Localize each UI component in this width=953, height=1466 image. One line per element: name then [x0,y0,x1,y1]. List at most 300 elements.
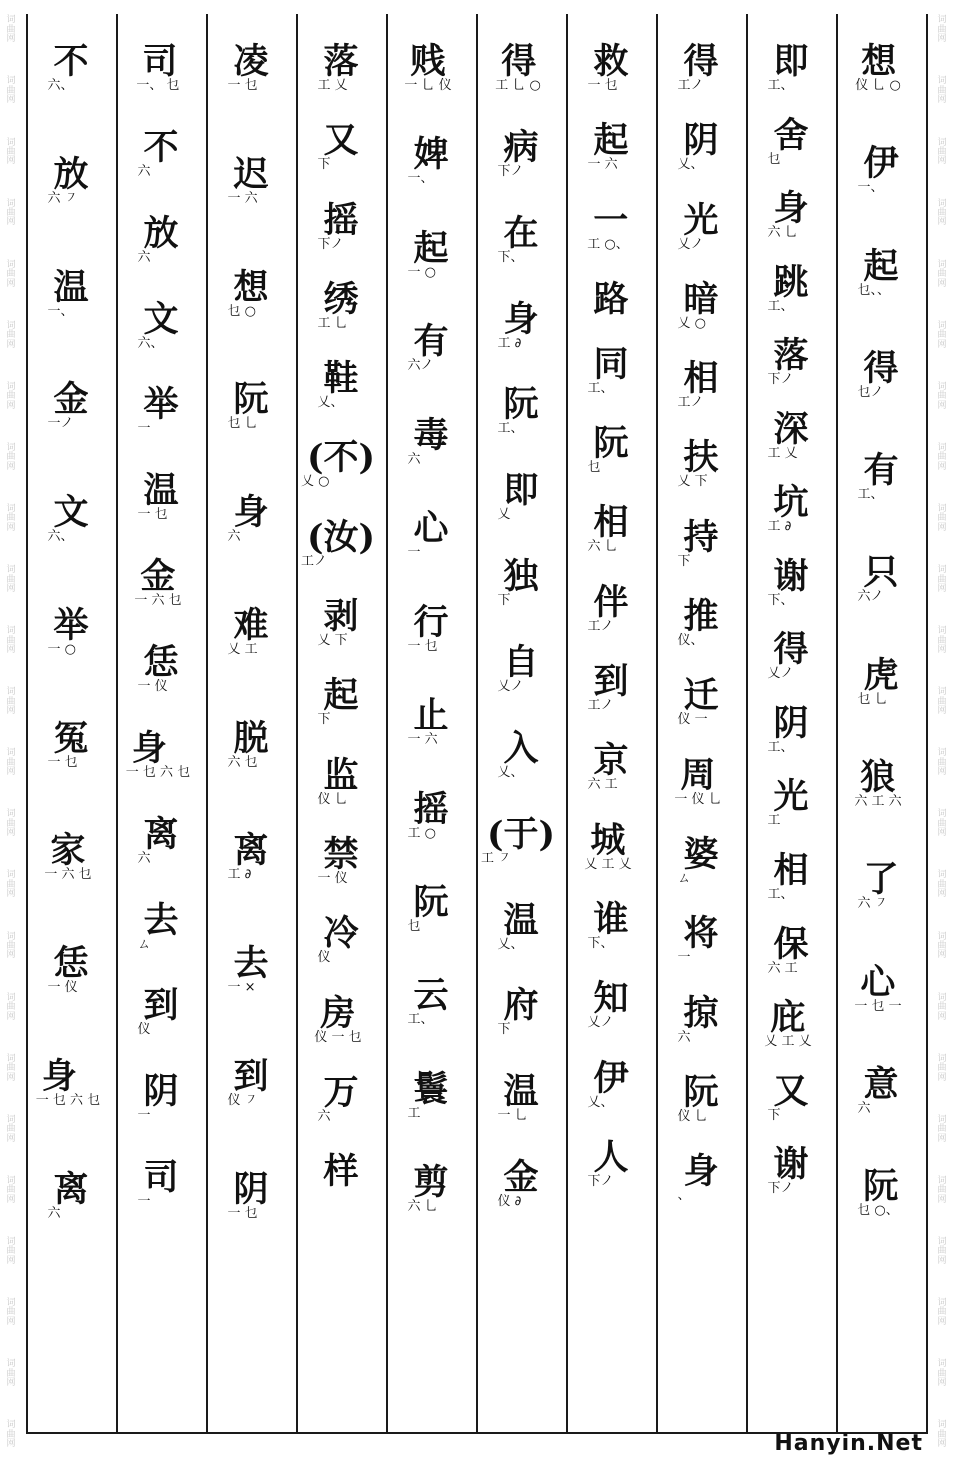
lyric-char: 起 [413,227,449,269]
lyric-char: 起 [863,245,899,287]
edge-watermark-text: 词 曲 网 [937,565,947,594]
lyric-char: 阮 [863,1166,899,1208]
gongche-notation: 一 [677,950,691,966]
edge-watermark-text: 词 曲 网 [6,442,16,472]
edge-watermark-text: 词 曲 网 [937,76,947,106]
lyric-unit [584,819,632,872]
lyric-unit [677,199,719,252]
lyric-unit [587,423,629,476]
lyric-char: 不 [143,126,179,168]
lyric-char: 金 [53,379,89,421]
gongche-notation: 六 乚 [767,225,798,241]
lyric-char: 暗 [683,278,719,320]
gongche-notation: 六 ㇇ [47,190,78,206]
gongche-notation: 工 ㇇ [480,850,512,866]
lyric-unit [495,41,541,93]
lyric-unit [404,41,452,93]
lyric-unit [857,450,899,503]
edge-watermark-text: 词 曲 网 [937,1175,947,1205]
edge-watermark-text: 词 曲 网 [937,931,947,961]
edge-watermark-text: 词 曲 网 [937,1298,947,1327]
gongche-notation: 六 [137,850,151,866]
lyric-char: 迟 [233,153,269,195]
gongche-notation: 工 乚 ○ [495,78,541,93]
lyric-char: 保 [773,923,809,965]
gongche-notation: 一 × [227,980,256,995]
lyric-char: 有 [413,321,449,363]
gongche-notation: 乂ノ [587,1015,614,1031]
lyric-unit [767,702,809,755]
lyric-char: 迁 [683,675,719,717]
lyric-unit [317,754,359,807]
lyric-column [756,41,826,1444]
gongche-notation: 工 ∂ [767,519,792,535]
lyric-unit [227,830,269,883]
gongche-notation: 六ノ [857,589,884,605]
lyric-unit [587,41,629,93]
lyric-column [35,41,106,1444]
lyric-char: 阮 [593,423,629,465]
lyric-char: 独 [503,556,539,598]
gongche-notation: 仪 乚 [677,1108,708,1124]
edge-watermark-text: 词 曲 网 [937,992,947,1022]
gongche-notation: 一 乜 [227,1205,258,1221]
column-rule [206,14,208,1434]
gongche-notation: 一 乚 仪 [404,78,452,93]
score-page [26,14,926,1450]
lyric-char: 冷 [323,913,359,955]
gongche-notation: 乜 [587,460,601,476]
lyric-char: 又 [773,1070,809,1112]
edge-watermark-text: 词 曲 网 [937,198,947,228]
gongche-notation: 工 乚 [317,315,348,331]
gongche-notation: 一 [407,545,421,561]
gongche-notation: 一 ○ [407,264,436,280]
lyric-unit [497,1157,539,1210]
column-rule [116,14,118,1434]
lyric-char: 阴 [683,120,719,162]
lyric-unit [857,347,899,400]
lyric-char: 城 [590,819,626,861]
lyric-unit [44,830,92,883]
edge-watermark-text: 词 曲 网 [937,626,947,656]
lyric-unit [136,41,180,93]
lyric-char: 想 [861,41,897,82]
gongche-notation: 一ノ [47,416,74,432]
gongche-notation: 六、 [47,78,74,93]
gongche-notation: 工、 [407,1012,434,1028]
edge-watermark-text: 词 曲 网 [6,565,16,594]
lyric-unit [587,120,629,173]
lyric-char: 云 [413,975,449,1017]
lyric-unit [125,727,191,780]
lyric-char: 相 [593,502,629,544]
lyric-unit [227,492,269,544]
lyric-unit [323,1151,359,1193]
lyric-char: 家 [50,830,86,872]
lyric-char: 只 [863,552,899,594]
lyric-char: 心 [413,508,449,550]
edge-watermark-text: 词 曲 网 [6,137,16,167]
lyric-char: 鞋 [323,358,359,400]
gongche-notation: 下 [317,157,331,173]
lyric-unit [317,913,359,966]
lyric-char: 身 [683,1151,719,1193]
edge-watermark-text: 词 曲 网 [937,15,947,45]
gongche-notation: 六 [677,1029,691,1045]
lyric-char: 狼 [860,757,896,799]
gongche-notation: 乜ノ [857,384,884,400]
edge-watermark-text: 词 曲 网 [6,1420,16,1450]
lyric-unit [767,1070,809,1123]
gongche-notation: 工ノ [587,618,614,634]
gongche-notation: 下ノ [317,236,344,252]
lyric-char: 凌 [233,41,269,82]
gongche-notation: 仪 乚 ○ [855,78,901,93]
edge-watermark-text: 词 曲 网 [6,198,16,228]
gongche-notation: 一 仪 [317,870,348,886]
lyric-char: 谢 [773,555,809,597]
lyric-unit [677,278,719,331]
lyric-unit [137,1157,179,1210]
edge-watermark-text: 词 曲 网 [937,442,947,472]
lyric-char: 温 [53,266,89,308]
lyric-char: 样 [323,1151,359,1193]
lyric-unit [767,114,809,167]
lyric-char: 持 [683,516,719,558]
edge-watermark-text: 词 曲 网 [6,626,16,656]
lyric-unit [857,1063,899,1116]
lyric-unit [497,298,539,351]
column-rule [656,14,658,1434]
edge-watermark-text: 词 曲 网 [937,504,947,533]
lyric-char: 鬟 [413,1068,449,1110]
gongche-notation: 仪 乚 [317,791,348,807]
gongche-notation: 、 [677,1188,691,1204]
lyric-char: 脱 [233,717,269,759]
lyric-unit [587,199,629,252]
gongche-notation: 一 仪 乚 [674,791,722,807]
edge-watermark-text: 词 曲 网 [937,870,947,900]
edge-watermark-text: 词 曲 网 [6,1114,16,1144]
lyric-column [846,41,916,1444]
site-watermark: Hanyin.Net [774,1431,923,1456]
gongche-notation: 仪 [137,1022,151,1038]
lyric-char: 阴 [233,1168,269,1210]
gongche-notation: 仪 一 乜 [314,1029,362,1045]
lyric-unit [677,437,719,490]
lyric-char: 人 [593,1136,629,1178]
gongche-notation: 一 仪 [137,679,168,695]
gongche-notation: 一 六 乜 [44,867,92,883]
gongche-notation: 乂、 [497,936,524,952]
lyric-unit [677,913,719,966]
gongche-notation: 乂 下 [677,474,708,490]
gongche-notation: 仪 ㇇ [227,1092,258,1108]
lyric-char: 绣 [323,278,359,320]
lyric-unit [767,850,809,903]
edge-watermark-text: 词 曲 网 [937,381,947,411]
lyric-char: 去 [143,899,179,941]
lyric-char: (于) [486,813,556,855]
lyric-char: 舍 [773,114,809,156]
gongche-notation: 下、 [497,249,524,265]
lyric-unit [767,41,809,93]
lyric-char: 温 [143,470,179,512]
gongche-notation: 六 [227,529,241,544]
gongche-notation: 一 [137,1194,151,1210]
lyric-char: 阴 [773,702,809,744]
gongche-notation: 一 [137,421,151,437]
gongche-notation: 乂、 [587,1094,614,1110]
gongche-notation: 乂、 [677,157,704,173]
lyric-char: 又 [323,120,359,162]
gongche-notation: 一 乜 [47,754,78,770]
lyric-char: 相 [773,850,809,892]
gongche-notation: 一 乜 [407,638,438,654]
lyric-char: 冤 [53,717,89,759]
gongche-notation: 乂、 [317,395,344,411]
lyric-char: 金 [140,556,176,598]
lyric-unit [317,278,359,331]
lyric-unit [587,661,629,714]
gongche-notation: ㄙ [137,936,151,952]
lyric-char: 病 [503,126,539,168]
gongche-notation: 下 [317,712,331,728]
lyric-char: 身 [41,1055,77,1097]
lyric-column [396,41,466,1444]
gongche-notation: 仪 ∂ [497,1194,522,1210]
lyric-unit [497,212,539,265]
lyric-char: 深 [773,408,809,450]
lyric-unit [317,833,359,886]
lyric-char: 婢 [413,134,449,176]
gongche-notation: 六 [857,1100,871,1116]
edge-watermark-text: 词 曲 网 [6,931,16,961]
column-rule [566,14,568,1434]
gongche-notation: 一、 [47,303,74,319]
gongche-notation: 工 [767,813,781,829]
left-edge-watermark [0,0,22,1466]
gongche-notation: 工 乂 [317,78,348,93]
lyric-char: 贱 [410,41,446,82]
gongche-notation: 工 ∂ [227,867,252,883]
lyric-unit [857,1166,899,1219]
lyric-unit [497,985,539,1038]
lyric-unit [767,261,809,314]
lyric-char: 知 [593,978,629,1020]
gongche-notation: 一 乜 [587,78,618,93]
lyric-char: 文 [53,492,89,533]
gongche-notation: 乜 [407,918,421,934]
lyric-unit [47,379,89,432]
lyric-unit [854,757,902,810]
edge-watermark-text: 词 曲 网 [937,259,947,289]
lyric-unit [227,1168,269,1221]
lyric-unit [587,898,629,951]
lyric-unit [587,1136,629,1189]
lyric-unit [767,482,809,535]
lyric-char: 入 [503,727,539,769]
lyric-unit [227,266,269,319]
lyric-unit [587,581,629,634]
lyric-unit [587,1057,629,1110]
edge-watermark-text: 词 曲 网 [6,870,16,900]
lyric-char: 了 [863,859,899,901]
lyric-char: 即 [773,41,809,82]
gongche-notation: 一 ○ [47,641,76,657]
gongche-notation: 六、 [137,335,164,351]
gongche-notation: 乂ノ [497,679,524,695]
column-rule [926,14,928,1434]
lyric-char: 路 [593,278,629,320]
lyric-char: 自 [503,642,539,684]
lyric-unit [47,943,89,995]
lyric-char: 毒 [413,414,449,456]
gongche-notation: 六、 [47,529,74,544]
column-rule [296,14,298,1434]
lyric-char: 意 [863,1063,899,1105]
lyric-unit [480,813,556,866]
lyric-unit [677,596,719,649]
lyric-unit [137,813,179,866]
gongche-notation: 工、 [767,298,794,314]
lyric-unit [497,384,539,437]
lyric-unit [407,788,449,841]
edge-watermark-text: 词 曲 网 [937,137,947,167]
lyric-unit [767,1144,809,1197]
edge-watermark-text: 词 曲 网 [6,1298,16,1327]
lyric-unit [497,727,539,780]
edge-watermark-text: 词 曲 网 [6,15,16,45]
lyric-char: 司 [142,41,178,82]
edge-watermark-text: 词 曲 网 [937,687,947,717]
gongche-notation: 下ノ [767,372,794,388]
edge-watermark-text: 词 曲 网 [6,687,16,717]
lyric-unit [137,642,179,695]
edge-watermark-text: 词 曲 网 [6,381,16,411]
gongche-notation: 六 工 [587,777,618,793]
gongche-notation: 下、 [767,592,794,608]
lyric-unit [767,555,809,608]
lyric-unit [497,642,539,695]
lyric-char: 谁 [593,898,629,940]
gongche-notation: 乂 工 乂 [764,1034,812,1050]
lyric-unit [767,923,809,976]
lyric-unit [317,675,359,728]
lyric-unit [677,992,719,1045]
lyric-char: 推 [683,596,719,638]
right-edge-watermark [931,0,953,1466]
gongche-notation: 六 [317,1108,331,1124]
gongche-notation: 一 乜 [137,507,168,523]
lyric-unit [137,985,179,1038]
gongche-notation: 工、 [857,487,884,503]
lyric-unit [317,41,359,93]
gongche-notation: 下ノ [497,163,524,179]
lyric-unit [587,740,629,793]
lyric-char: 救 [593,41,629,82]
gongche-notation: 下、 [587,935,614,951]
lyric-char: 剪 [413,1162,449,1204]
lyric-unit [317,1071,359,1124]
lyric-unit [137,470,179,523]
lyric-unit [227,717,269,770]
gongche-notation: 一、 [407,171,434,187]
gongche-notation: 六 [47,1205,61,1221]
gongche-notation: 乂、 [497,764,524,780]
lyric-unit [227,379,269,432]
lyric-char: 阮 [233,379,269,421]
lyric-char: 即 [503,470,539,512]
lyric-char: 难 [233,604,269,646]
gongche-notation: 下 [497,593,511,609]
gongche-notation: 乜、、 [857,282,890,298]
lyric-unit [47,1168,89,1221]
lyric-char: 落 [773,335,809,377]
gongche-notation: 六ノ [407,358,434,374]
lyric-char: 放 [53,153,89,195]
lyric-char: 起 [593,120,629,162]
gongche-notation: 工、 [767,739,794,755]
edge-watermark-text: 词 曲 网 [6,809,16,839]
column-rule [746,14,748,1434]
lyric-char: 文 [143,298,179,340]
lyric-unit [497,1071,539,1124]
lyric-column [576,41,646,1444]
lyric-char: 有 [863,450,899,492]
gongche-notation: 一 [137,1108,151,1124]
lyric-unit [764,997,812,1050]
gongche-notation: 一 乚 [497,1108,528,1124]
lyric-unit [677,1151,719,1204]
lyric-char: 恁 [143,642,179,684]
gongche-notation: 六 [137,249,151,265]
gongche-notation: 工 [407,1105,421,1121]
lyric-char: 温 [503,899,539,941]
gongche-notation: 六 [407,451,421,467]
gongche-notation: 一 乜 [227,78,258,93]
gongche-notation: 六 乚 [587,539,618,555]
lyric-char: 伊 [863,143,899,185]
gongche-notation: 下ノ [767,1181,794,1197]
lyric-unit [857,859,899,912]
gongche-notation: 一 仪 [47,980,78,995]
edge-watermark-text: 词 曲 网 [6,320,16,350]
lyric-char: 身 [503,298,539,340]
column-rule [26,14,28,1434]
lyric-char: 起 [323,675,359,717]
lyric-unit [227,604,269,657]
edge-watermark-text: 词 曲 网 [937,1420,947,1450]
gongche-notation: 工、 [587,380,614,396]
lyric-char: 府 [503,985,539,1027]
lyric-char: 剥 [323,596,359,638]
lyric-unit [300,437,376,490]
gongche-notation: 工ノ [677,395,704,411]
lyric-char: 到 [143,985,179,1027]
gongche-notation: 乜 乚 [857,691,888,707]
lyric-char: 庇 [770,997,806,1039]
edge-watermark-text: 词 曲 网 [6,1175,16,1205]
lyric-unit [854,961,902,1014]
lyric-unit [137,899,179,952]
lyric-unit [47,717,89,770]
lyric-char: 温 [503,1071,539,1113]
lyric-char: 在 [503,212,539,254]
lyric-unit [407,695,449,748]
lyric-char: 止 [413,695,449,737]
